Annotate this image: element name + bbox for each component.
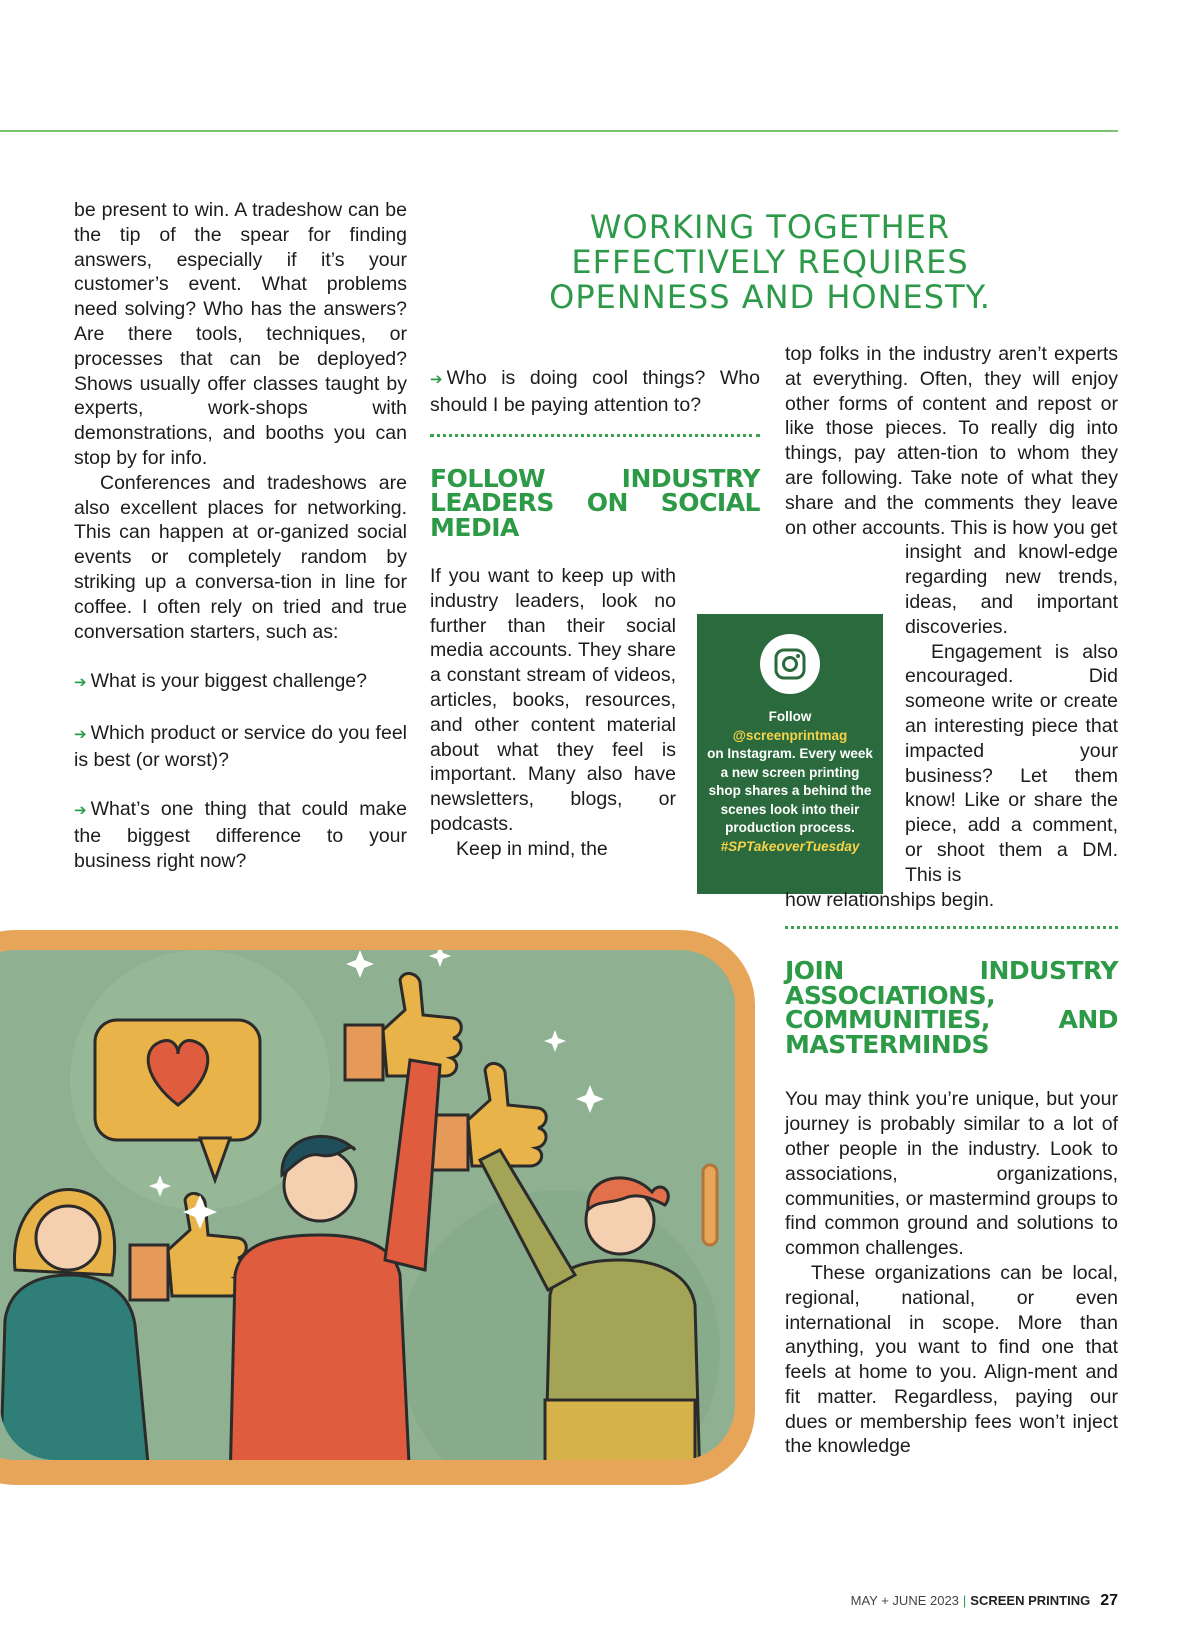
col3-paragraph-2: Engagement is also encouraged. Did someone write or create an interesting piece that impacted your business? Let them know! Like or share the piece, add a comment, or shoot them a DM. This is xyxy=(905,640,1118,886)
question-item-1: ➔ What is your biggest challenge? xyxy=(74,670,367,693)
col2-paragraph-2: Keep in mind, the xyxy=(456,837,608,860)
hashtag: #SPTakeoverTuesday xyxy=(720,838,860,854)
dotted-divider xyxy=(430,434,760,437)
issue-date: MAY + JUNE 2023 xyxy=(850,1593,959,1608)
col2-paragraph-1: If you want to keep up with industry leaders, look no further than their social media accounts. They share a constant stream of videos, articles, books, resources, and other content material about what they feel is important. Many also have newsletters, blogs, or podcasts. xyxy=(430,565,676,836)
top-rule xyxy=(0,130,1118,132)
col3-paragraph-3: You may think you’re unique, but your journey is probably similar to a lot of other people in the industry. Look to associations, organizations, communities, or mastermind groups to find common ground and solutions to common challenges. xyxy=(785,1088,1118,1260)
col1-paragraph-2: Conferences and tradeshows are also excellent places for networking. This can happen at or-ganized social events or completely random by striking up a conversa-tion in line for coffee. I often rely on tried and true conversation starters, such as: xyxy=(74,471,407,643)
arrow-bullet-icon: ➔ xyxy=(430,371,443,388)
arrow-bullet-icon: ➔ xyxy=(74,725,87,743)
dotted-divider xyxy=(785,926,1118,929)
page-number: 27 xyxy=(1100,1592,1118,1609)
question-item-2: ➔ Which product or service do you feel is best (or worst)? xyxy=(74,721,407,771)
callout-body: on Instagram. Every week a new screen printing shop shares a behind the scenes look into their production process. xyxy=(707,746,873,835)
section-heading-social-media: FOLLOW INDUSTRY LEADERS ON SOCIAL MEDIA xyxy=(430,463,760,542)
pull-quote: WORKING TOGETHER EFFECTIVELY REQUIRES OPENNESS AND HONESTY. xyxy=(549,208,991,316)
col3-paragraph-4: These organizations can be local, regional, national, or even international in scope. More than anything, you want to find one that feels at home to you. Align-ment and fit matter. Regardless, paying our dues or membership fees won’t inject the knowledge xyxy=(785,1261,1118,1458)
col3-paragraph-1: top folks in the industry aren’t experts at everything. Often, they will enjoy other forms of content and repost or like those pieces. To really dig into things, pay atten-tion to whom they are following. Take note of what they share and the comments they leave on other accounts. This is how you get xyxy=(785,343,1118,539)
section-heading-associations: JOIN INDUSTRY ASSOCIATIONS, COMMUNITIES, AND MASTERMINDS xyxy=(785,956,1118,1059)
arrow-bullet-icon: ➔ xyxy=(74,802,87,820)
page-footer xyxy=(851,1592,1118,1610)
social-media-illustration xyxy=(0,930,760,1485)
callout-follow: Follow xyxy=(768,709,812,724)
instagram-handle[interactable]: @screenprintmag xyxy=(732,727,848,743)
column-1 xyxy=(74,198,407,874)
col3-paragraph-1-cont: insight and knowl-edge regarding new trends, ideas, and important discoveries. xyxy=(905,541,1118,638)
footer-separator: | xyxy=(962,1593,967,1608)
col3-paragraph-2-cont: how relationships begin. xyxy=(785,888,995,911)
phone-side-button xyxy=(703,1165,717,1245)
column-3 xyxy=(785,342,1118,1459)
question-item-3: ➔ What’s one thing that could make the biggest difference to your business right now? xyxy=(74,798,407,872)
question-item-4: ➔ Who is doing cool things? Who should I be paying attention to? xyxy=(430,367,760,416)
col1-paragraph-1: be present to win. A tradeshow can be the tip of the spear for finding answers, especially if it’s your customer’s event. What problems need solving? Who has the answers? Are there tools, techniques, or processes that can be deployed? Shows usually offer classes taught by experts, work-shops with demonstrations, and booths you can stop by for info. xyxy=(74,199,407,469)
magazine-name: SCREEN PRINTING xyxy=(970,1593,1091,1608)
arrow-bullet-icon: ➔ xyxy=(74,674,87,692)
